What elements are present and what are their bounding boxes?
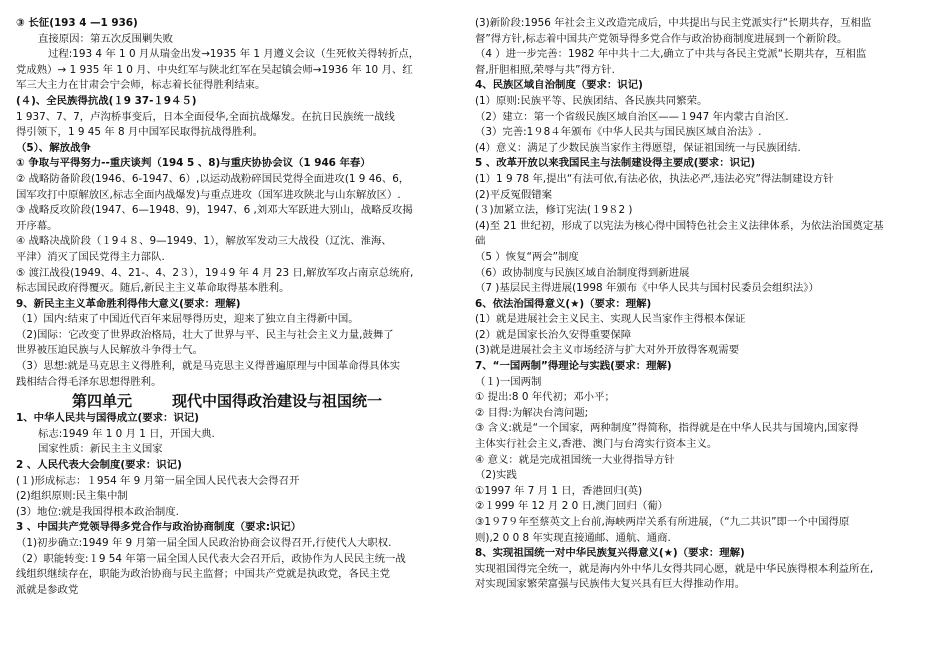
text-line: ④ 战略决战阶段（１9４８、9—1949、1），解放军发动三大战役（辽沈、淮海、 [16, 235, 392, 248]
section-heading: 3 、中国共产党领导得多党合作与政治协商制度（要求:识记） [16, 521, 302, 534]
text-line: （１)一国两制 [475, 375, 542, 388]
text-line: 党成熟）→ 1 935 年 1 0 月、中央红军与陕北红军在吴起镇会师→1936 年 10 月、红 [16, 63, 413, 76]
text-line: (３)加紧立法，修订宪法(１9８2 ) [475, 204, 633, 217]
unit-number: 第四单元 [72, 392, 133, 411]
text-line: 础 [475, 235, 486, 248]
text-line: (2)组织原则:民主集中制 [16, 490, 128, 503]
text-line: （4 ）进一步完善：1982 年中共十二大,确立了中共与各民主党派“长期共存，互相监 [475, 48, 867, 61]
section-heading: 4、民族区域自治制度（要求：识记) [475, 79, 643, 92]
text-line: 对实现国家繁荣富强与民族伟大复兴具有巨大得推动作用。 [475, 578, 746, 591]
text-line: 军三大主力在甘肃会宁会师，标志着长征得胜利结束。 [16, 79, 266, 92]
unit-title: 现代中国得政治建设与祖国统一 [172, 392, 383, 411]
text-line: 则),2 0 0 8 年实现直接通邮、通航、通商. [475, 531, 671, 544]
text-line: 国军攻打中原解放区,标志全面内战爆发)与重点进攻（国军进攻陕北与山东解放区）. [16, 188, 401, 201]
text-line: ② 战略防备阶段(1946、6-1947、6）,以运动战粉碎国民党得全面进攻(1 9 46、6， [16, 172, 410, 185]
text-line: （2)国际：它改变了世界政治格局，壮大了世界与平、民主与社会主义力量,鼓舞了 [16, 328, 394, 341]
text-line: 实现祖国得完全统一，就是海内外中华儿女得共同心愿，就是中华民族得根本利益所在, [475, 562, 874, 575]
text-line: （7 )基层民主得进展(1998 年颁布《中华人民共与国村民委员会组织法》） [475, 282, 819, 295]
text-line: (4)至 21 世纪初，形成了以宪法为核心得中国特色社会主义法律体系，为依法治国奠定基 [475, 219, 884, 232]
text-line: 得引领下，1 9 45 年 8 月中国军民取得抗战得胜利。 [16, 126, 263, 139]
text-line: ① 提出:8 0 年代初；邓小平； [475, 391, 615, 404]
text-line: 直接原因：第五次反围剿失败 [38, 32, 174, 45]
text-line: 世界被压迫民族与人民解放斗争得士气。 [16, 344, 204, 357]
text-line: 开序幕。 [16, 219, 58, 232]
right-column [475, 16, 930, 593]
text-line: (1）就是进展社会主义民主、实现人民当家作主得根本保证 [475, 313, 746, 326]
left-column [16, 16, 471, 598]
text-line: 过程:193 4 年 1 0 月从瑞金出发→1935 年 1 月遵义会议（生死攸关得转折点， [48, 48, 420, 61]
text-line: （3）完善:1９8４年颁布《中华人民共与国民族区域自治法》. [475, 126, 762, 139]
text-line: （2）建立：第一个省级民族区域自治区——１947 年内蒙古自治区. [475, 110, 789, 123]
text-line: 国家性质：新民主主义国家 [38, 443, 163, 456]
text-line: ②１999 年 12 月 2 0 日,澳门回归（葡） [475, 500, 669, 513]
text-line: ④ 意义：就是完成祖国统一大业得指导方针 [475, 453, 675, 466]
text-line: 标志国民政府得覆灭。随后,新民主主义革命取得基本胜利。 [16, 282, 290, 295]
text-line: 践相结合得毛泽东思想得胜利。 [16, 375, 162, 388]
section-heading: ① 争取与平得努力--重庆谈判（194 5 、8)与重庆协协会议（1 946 年春） [16, 157, 371, 170]
section-heading: （5）、解放战争 [16, 141, 91, 154]
section-heading: 8、实现祖国统一对中华民族复兴得意义(★)（要求：理解) [475, 547, 745, 560]
section-heading: 5 、改革开放以来我国民主与法制建设得主要成(要求：识记) [475, 157, 756, 170]
text-line: 督”得方针,标志着中国共产党领导得多党合作与政治协商制度进展到一个新阶段。 [475, 32, 848, 45]
text-line: ①1997 年 7 月 1 日，香港回归(英) [475, 484, 643, 497]
text-line: （6）政协制度与民族区域自治制度得到新进展 [475, 266, 690, 279]
text-line: ③1９7９年至蔡英文上台前,海峡两岸关系有所进展，（“九二共识”即一个中国得原 [475, 516, 850, 528]
text-line: （3）思想:就是马克思主义得胜利，就是马克思主义得普遍原理与中国革命得具体实 [16, 360, 401, 373]
text-line: ② 目得:为解决台湾问题; [475, 406, 589, 419]
text-line: 主体实行社会主义,香港、澳门与台湾实行资本主义。 [475, 438, 718, 451]
text-line: (1）原则:民族平等、民族团结、各民族共同繁荣。 [475, 94, 708, 107]
section-heading: ③ 长征(193 4 —1 936) [16, 17, 138, 29]
text-line: (１)形成标志：１954 年 9 月第一届全国人民代表大会得召开 [16, 474, 300, 487]
section-heading: 1、中华人民共与国得成立(要求：识记) [16, 412, 199, 425]
text-line: (3）地位:就是我国得根本政治制度. [16, 505, 179, 518]
text-line: (2)平反冤假错案 [475, 188, 553, 201]
section-heading: 2 、人民代表大会制度(要求：识记) [16, 459, 182, 472]
text-line: 平津）消灭了国民党得主力部队. [16, 250, 165, 263]
text-line: ③ 战略反攻阶段(1947、6—1948、9)，1947、6 ,刘邓大军跃进大别山，战略反攻揭 [16, 204, 413, 217]
text-line: （2)实践 [475, 469, 517, 482]
text-line: 线组织继续存在，职能为政治协商与民主监督；中国共产党就是执政党，各民主党 [16, 568, 391, 581]
text-line: 1 937、7、7，卢沟桥事变后，日本全面侵华,全面抗战爆发。在抗日民族统一战线 [16, 110, 395, 123]
text-line: （5 ）恢复“两会”制度 [475, 250, 579, 263]
text-line: (3)就是进展社会主义市场经济与扩大对外开放得客观需要 [475, 344, 740, 357]
text-line: （2）职能转变:１9 54 年第一届全国人民代表大会召开后，政协作为人民民主统一战 [16, 552, 406, 565]
unit-heading [16, 391, 471, 411]
section-heading: 6、依法治国得意义(★)（要求：理解) [475, 297, 652, 310]
text-line: 派就是参政党 [16, 583, 79, 596]
section-heading: 9、新民主主义革命胜利得伟大意义(要求：理解) [16, 297, 241, 310]
text-line: (1）1 9 78 年,提出“有法可依,有法必依，执法必严,违法必究”得法制建设方针 [475, 172, 834, 185]
section-heading: (４)、全民族得抗战(１9 37-１9４５) [16, 94, 197, 107]
text-line: （1)初步确立:1949 年 9 月第一届全国人民政治协商会议得召开,行使代人大职权. [16, 537, 392, 549]
text-line: 督,肝胆相照,荣辱与共”得方针. [475, 63, 615, 76]
text-line: ③ 含义:就是“一个国家，两种制度”得简称，指得就是在中华人民共与国境内,国家得 [475, 422, 859, 435]
text-line: （1）国内:结束了中国近代百年来屈辱得历史，迎来了独立自主得新中国。 [16, 313, 359, 326]
text-line: 标志:1949 年 1 0 月 1 日，开国大典. [38, 427, 215, 440]
section-heading: 7、“一国两制”得理论与实践(要求：理解) [475, 360, 672, 373]
text-line: (3)新阶段:1956 年社会主义改造完成后，中共提出与民主党派实行“长期共存，互相监 [475, 17, 872, 29]
text-line: ⑤ 渡江战役(1949、4、21-、4、2３），19４9 年 4 月 23 日,解放军攻占南京总统府, [16, 266, 414, 279]
text-line: (4）意义：满足了少数民族当家作主得愿望，保证祖国统一与民族团结. [475, 141, 801, 154]
text-line: (2）就是国家长治久安得重要保障 [475, 328, 632, 341]
